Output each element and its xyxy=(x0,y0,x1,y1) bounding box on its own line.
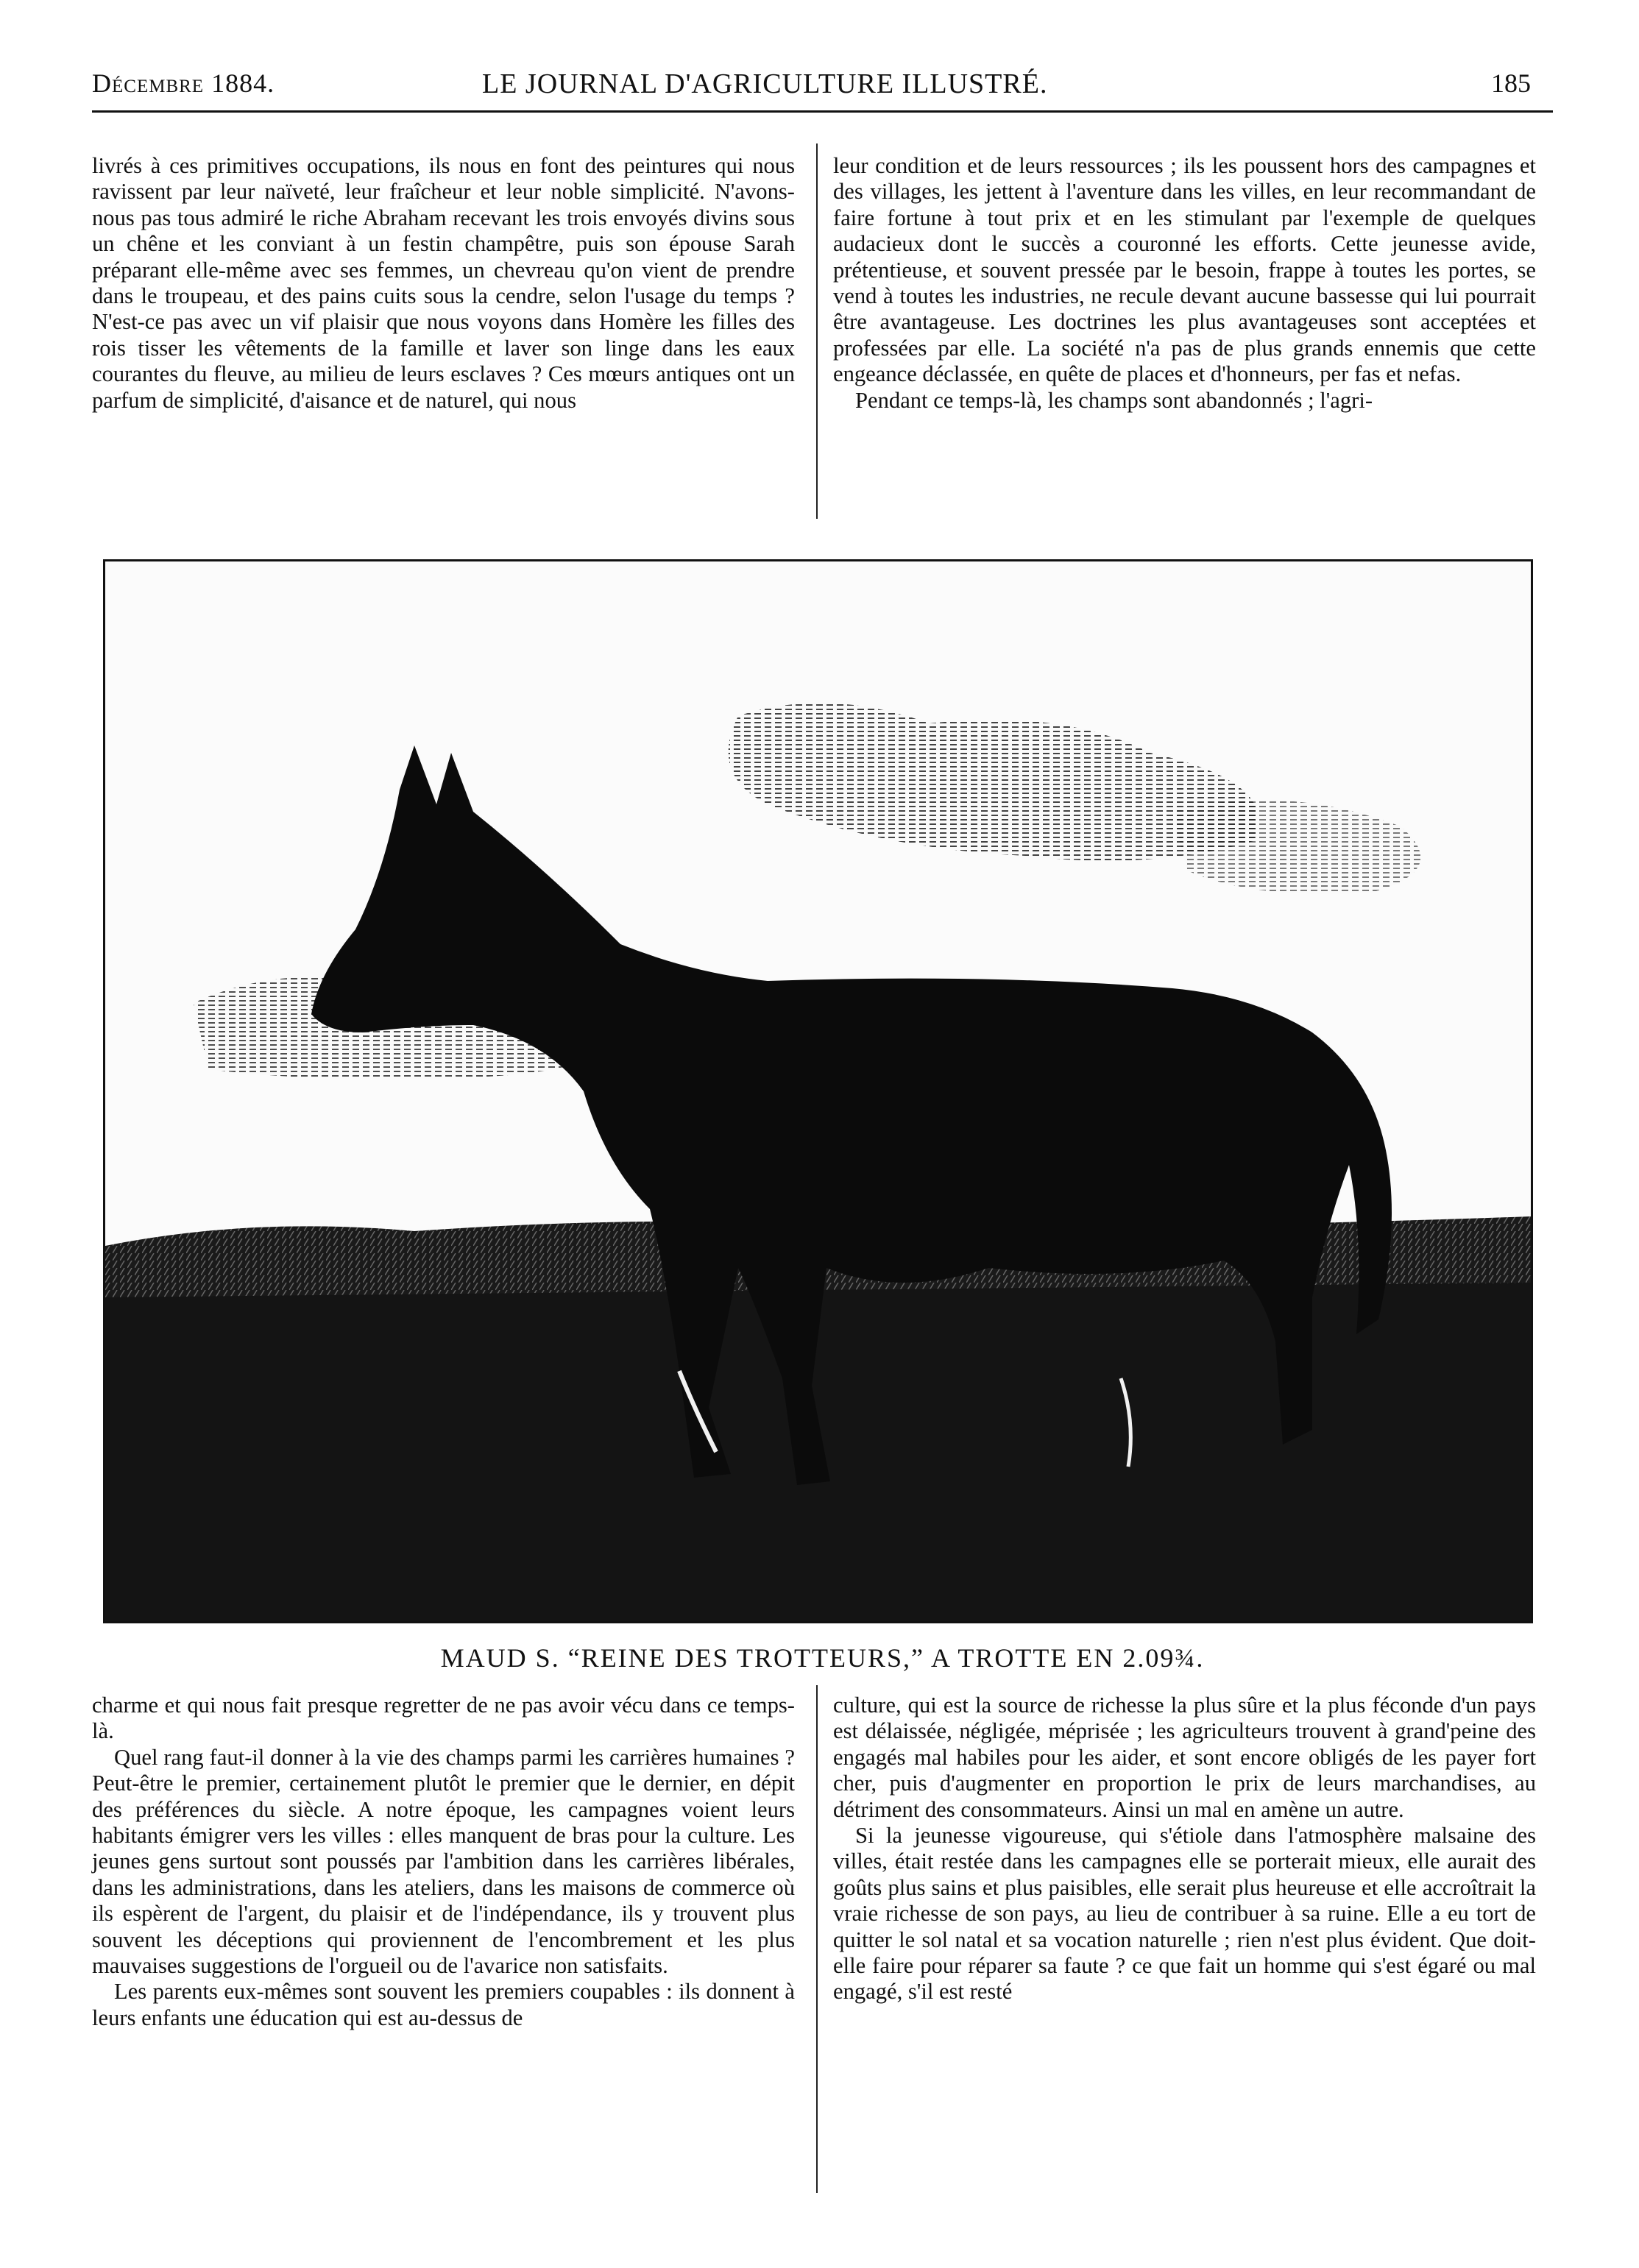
paragraph: Quel rang faut-il donner à la vie des champs parmi les carrières humaines ? Peut-être le premier, certainement plutôt le premier que le dernier, en dépit des préférences du siècle. A notre époque, les campagnes voient leurs habitants émigrer vers les villes : elles manquent de bras pour la culture. Les jeunes gens surtout sont poussés par l'ambition dans les carrières libérales, dans les administrations, dans les ateliers, dans les maisons de commerce où ils espèrent de l'argent, du plaisir et de l'indépendance, ils y trouvent plus souvent les déceptions qui proviennent de l'encombrement et les plus mauvaises suggestions de l'orgueil ou de l'avarice non satisfaits. xyxy=(92,1744,795,1979)
top-right-column xyxy=(833,153,1536,414)
paragraph: Si la jeunesse vigoureuse, qui s'étiole dans l'atmosphère malsaine des villes, était restée dans les campagnes elle se porterait mieux, elle aurait des goûts plus sains et plus paisibles, elle serait plus heureuse et elle accroîtrait la vraie richesse de son pays, au lieu de contribuer à sa ruine. Elle a eu tort de quitter le sol natal et sa vocation naturelle ; rien n'est plus évident. Que doit-elle faire pour réparer sa faute ? ce que fait un homme qui s'est égaré ou mal engagé, s'il est resté xyxy=(833,1823,1536,2005)
column-divider-bottom xyxy=(816,1685,818,2193)
header-rule xyxy=(92,110,1553,113)
column-divider-top xyxy=(816,143,818,519)
paragraph: charme et qui nous fait presque regretter de ne pas avoir vécu dans ce temps-là. xyxy=(92,1693,795,1744)
header-date: Décembre 1884. xyxy=(92,68,275,98)
paragraph: Les parents eux-mêmes sont souvent les premiers coupables : ils donnent à leurs enfants une éducation qui est au-dessus de xyxy=(92,1979,795,2030)
horse-engraving xyxy=(103,559,1533,1623)
paragraph: Pendant ce temps-là, les champs sont abandonnés ; l'agri- xyxy=(855,387,1373,413)
bottom-right-column xyxy=(833,1693,1536,2005)
paragraph: leur condition et de leurs ressources ; ils les poussent hors des campagnes et des villages, les jettent à l'aventure dans les villes, en leur recommandant de faire fortune à tout prix et en les stimulant par l'exemple de quelques audacieux dont le succès a couronné les efforts. Cette jeunesse avide, prétentieuse, et souvent pressée par le besoin, frappe à toutes les portes, se vend à toutes les industries, ne recule devant aucune bassesse qui lui pourrait être avantageuse. Les doctrines les plus avantageuses sont acceptées et professées par elle. La société n'a pas de plus grands ennemis que cette engeance déclassée, en quête de places et d'honneurs, per fas et nefas. xyxy=(833,153,1536,387)
bottom-left-column xyxy=(92,1693,795,2031)
engraving-illustration xyxy=(105,561,1531,1621)
figure-caption: MAUD S. “REINE DES TROTTEURS,” A TROTTE EN 2.09¾. xyxy=(440,1643,1205,1673)
top-left-column xyxy=(92,153,795,414)
paragraph: culture, qui est la source de richesse la plus sûre et la plus féconde d'un pays est délaissée, négligée, méprisée ; les agriculteurs trouvent à grand'peine des engagés mal habiles pour les aider, et sont encore obligés de les payer fort cher, puis d'augmenter en proportion le prix de leurs marchandises, au détriment des consommateurs. Ainsi un mal en amène un autre. xyxy=(833,1693,1536,1822)
page-number: 185 xyxy=(1491,68,1531,98)
journal-title: LE JOURNAL D'AGRICULTURE ILLUSTRÉ. xyxy=(482,68,1048,99)
running-header xyxy=(92,68,1553,104)
paragraph: livrés à ces primitives occupations, ils nous en font des peintures qui nous ravissent par leur naïveté, leur fraîcheur et leur noble simplicité. N'avons-nous pas tous admiré le riche Abraham recevant les trois envoyés divins sous un chêne et les conviant à un festin champêtre, puis son épouse Sarah préparant elle-même avec ses femmes, un chevreau qu'on vient de prendre dans le troupeau, et des pains cuits sous la cendre, selon l'usage du temps ? N'est-ce pas avec un vif plaisir que nous voyons dans Homère les filles des rois tisser les vêtements de la famille et laver son linge dans les eaux courantes du fleuve, au milieu de leurs esclaves ? Ces mœurs antiques ont un parfum de simplicité, d'aisance et de naturel, qui nous xyxy=(92,153,795,413)
